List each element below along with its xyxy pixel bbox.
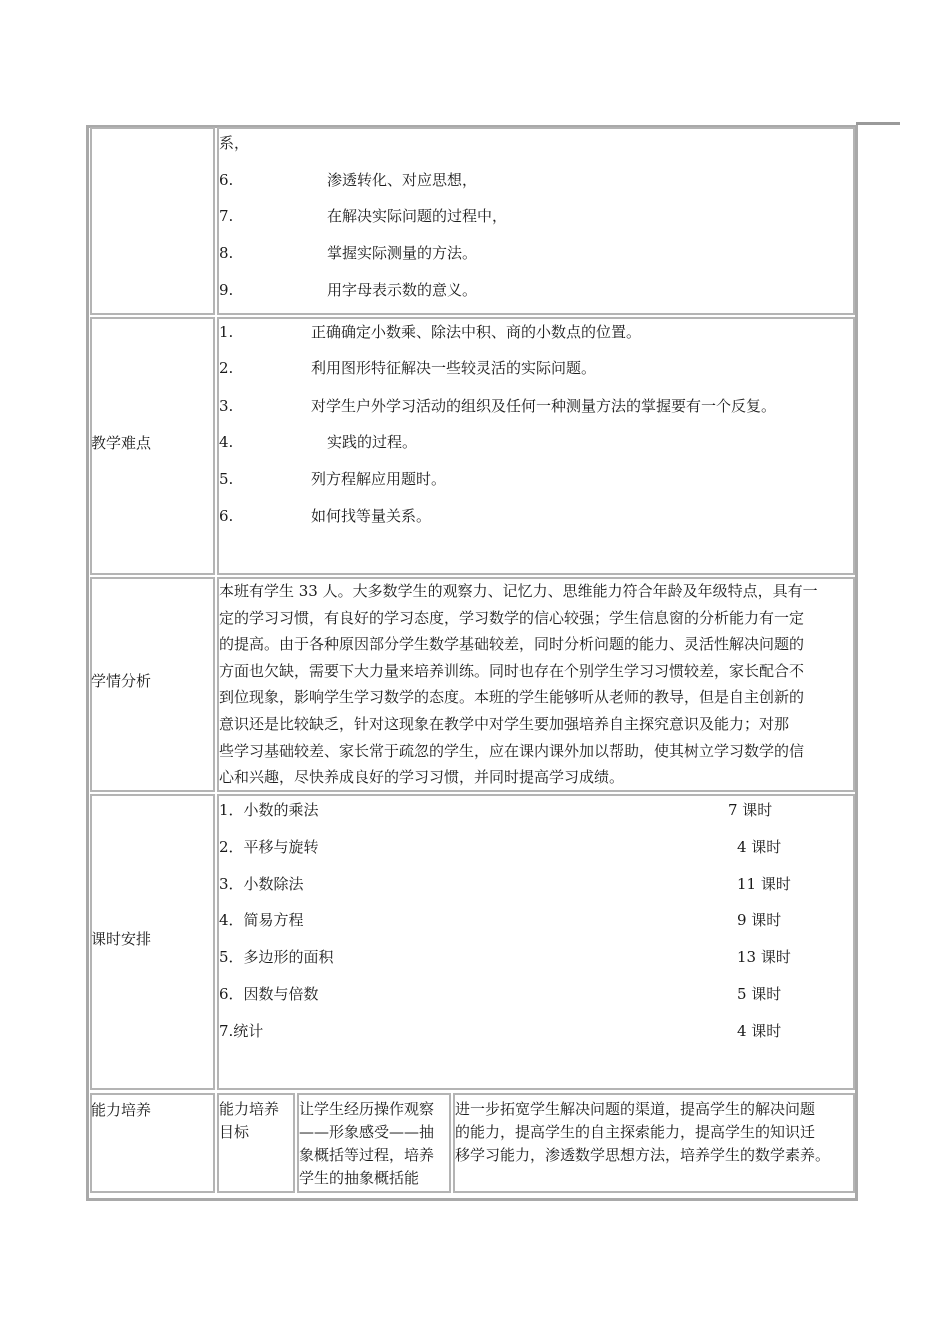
analysis-line: 到位现象，影响学生学习数学的态度。本班的学生能够听从老师的教导，但是自主创新的	[219, 688, 805, 707]
schedule-unit: 5．多边形的面积	[219, 948, 334, 966]
ability-right-line: 移学习能力，渗透数学思想方法，培养学生的数学素养。	[455, 1146, 831, 1164]
ability-sublabel-line: 能力培养	[219, 1100, 280, 1118]
objective-num: 9.	[219, 281, 234, 299]
difficulty-num: 5.	[219, 470, 234, 488]
difficulty-text: 对学生户外学习活动的组织及任何一种测量方法的掌握要有一个反复。	[311, 397, 777, 415]
row-objectives-content-cell	[217, 127, 855, 315]
analysis-line: 的提高。由于各种原因部分学生数学基础较差，同时分析问题的能力、灵活性解决问题的	[219, 635, 805, 654]
ability-middle-text	[299, 1098, 434, 1190]
analysis-label: 学情分析	[91, 672, 152, 690]
difficulty-num: 6.	[219, 507, 234, 525]
difficulty-text: 如何找等量关系。	[311, 507, 432, 525]
objective-text: 在解决实际问题的过程中，	[327, 207, 508, 225]
ability-middle-line: ——形象感受——抽	[299, 1123, 435, 1141]
ability-middle-line: 让学生经历操作观察	[299, 1100, 435, 1118]
analysis-line: 心和兴趣，尽快养成良好的学习习惯，并同时提高学习成绩。	[219, 768, 625, 787]
difficulty-text: 正确确定小数乘、除法中积、商的小数点的位置。	[311, 323, 642, 341]
objective-text: 掌握实际测量的方法。	[327, 244, 478, 262]
schedule-hours: 5 课时	[737, 985, 782, 1003]
difficulty-text: 实践的过程。	[327, 433, 418, 451]
difficulty-text: 列方程解应用题时。	[311, 470, 447, 488]
objectives-continuation: 系，	[219, 134, 250, 152]
schedule-unit: 6．因数与倍数	[219, 985, 319, 1003]
difficulty-num: 1.	[219, 323, 234, 341]
difficulty-num: 2.	[219, 359, 234, 377]
analysis-line: 些学习基础较差、家长常于疏忽的学生，应在课内课外加以帮助，使其树立学习数学的信	[219, 741, 805, 760]
schedule-hours: 4 课时	[737, 838, 782, 856]
ability-label: 能力培养	[91, 1101, 152, 1119]
schedule-unit: 3．小数除法	[219, 875, 304, 893]
ability-middle-line: 象概括等过程，培养	[299, 1146, 435, 1164]
schedule-unit: 4．简易方程	[219, 911, 304, 929]
row-difficulties-content-cell	[217, 317, 855, 575]
ability-sublabel	[219, 1098, 279, 1144]
schedule-hours: 7 课时	[728, 801, 773, 819]
schedule-unit: 2．平移与旋转	[219, 838, 319, 856]
objective-num: 7.	[219, 207, 234, 225]
analysis-paragraph	[219, 578, 855, 791]
ability-sublabel-line: 目标	[219, 1123, 250, 1141]
ability-right-text	[455, 1098, 830, 1167]
ability-right-line: 的能力，提高学生的自主探索能力，提高学生的知识迁	[455, 1123, 816, 1141]
schedule-hours: 9 课时	[737, 911, 782, 929]
objective-num: 8.	[219, 244, 234, 262]
schedule-hours: 13 课时	[737, 948, 791, 966]
difficulty-num: 4.	[219, 433, 234, 451]
schedule-unit: 7.统计	[219, 1022, 264, 1040]
schedule-hours: 11 课时	[737, 875, 791, 893]
analysis-line: 本班有学生 33 人。大多数学生的观察力、记忆力、思维能力符合年龄及年级特点，具有一	[219, 582, 818, 600]
schedule-label: 课时安排	[91, 930, 152, 948]
ability-right-line: 进一步拓宽学生解决问题的渠道，提高学生的解决问题	[455, 1100, 816, 1118]
objective-num: 6.	[219, 171, 234, 189]
analysis-line: 定的学习习惯，有良好的学习态度，学习数学的信心较强；学生信息窗的分析能力有一定	[219, 608, 805, 627]
difficulty-num: 3.	[219, 397, 234, 415]
difficulty-text: 利用图形特征解决一些较灵活的实际问题。	[311, 359, 597, 377]
analysis-line: 意识还是比较缺乏，针对这现象在教学中对学生要加强培养自主探究意识及能力；对那	[219, 714, 790, 733]
ability-middle-line: 学生的抽象概括能	[299, 1169, 420, 1187]
objective-text: 渗透转化、对应思想，	[327, 171, 478, 189]
schedule-hours: 4 课时	[737, 1022, 782, 1040]
schedule-unit: 1．小数的乘法	[219, 801, 319, 819]
top-rule	[856, 122, 900, 125]
objective-text: 用字母表示数的意义。	[327, 281, 478, 299]
row-objectives-label-cell	[90, 127, 215, 315]
analysis-line: 方面也欠缺，需要下大力量来培养训练。同时也存在个别学生学习习惯较差，家长配合不	[219, 661, 805, 680]
difficulties-label: 教学难点	[91, 434, 152, 452]
